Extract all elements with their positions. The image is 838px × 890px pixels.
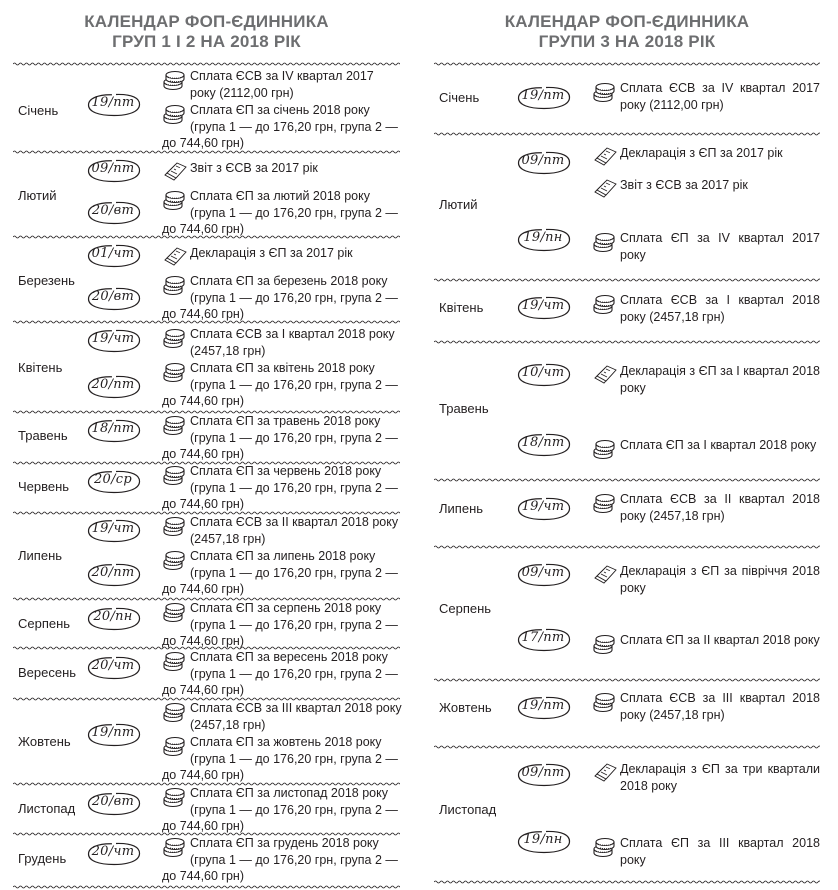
calendar-entry <box>162 160 402 177</box>
badge-date: 01/чт <box>91 246 135 261</box>
document-icon <box>592 363 618 387</box>
wavy-divider <box>13 62 400 66</box>
entry-text-tail: до 744,60 грн) <box>162 497 245 511</box>
entry-text: Сплата ЄП за III квартал 2018 року <box>620 836 820 867</box>
calendar-entry <box>592 437 820 454</box>
date-badge <box>86 655 140 679</box>
entry-text: Сплата ЄП за вересень 2018 року (група 1 — до 176,20 грн, група 2 — <box>190 650 398 681</box>
coins-icon <box>162 360 188 384</box>
badge-date: 19/пн <box>523 832 563 847</box>
entry-text: Сплата ЄП за лютий 2018 року (група 1 — до 176,20 грн, група 2 — <box>190 189 398 220</box>
entry-text: Сплата ЄСВ за IV квартал 2017 року (2112,00 грн) <box>190 69 374 100</box>
coins-icon <box>592 437 618 461</box>
month-label: Липень <box>18 548 63 563</box>
document-icon <box>592 563 618 587</box>
calendar-entry <box>162 188 402 238</box>
date-badge <box>516 627 570 651</box>
badge-date: 09/пт <box>521 153 565 168</box>
date-badge <box>516 762 570 786</box>
calendar-entry <box>162 649 402 699</box>
date-badge <box>516 295 570 319</box>
entry-text: Декларація з ЄП за три квартали 2018 року <box>620 762 820 793</box>
badge-date: 19/чт <box>521 499 565 514</box>
month-label: Травень <box>18 428 68 443</box>
badge-date: 19/пт <box>91 95 135 110</box>
entry-text-tail: до 744,60 грн) <box>162 394 245 408</box>
wavy-divider <box>434 880 820 884</box>
entry-text: Сплата ЄП за червень 2018 року (група 1 — до 176,20 грн, група 2 — <box>190 464 398 495</box>
coins-icon <box>592 690 618 714</box>
wavy-divider <box>434 478 820 482</box>
month-label: Липень <box>439 501 484 516</box>
badge-date: 19/пт <box>521 698 565 713</box>
calendar-entry <box>162 734 402 784</box>
document-icon <box>592 761 618 785</box>
calendar-entry <box>592 690 820 723</box>
coins-icon <box>162 548 188 572</box>
calendar-entry <box>592 177 820 194</box>
calendar-entry <box>162 273 402 323</box>
month-label: Березень <box>18 273 75 288</box>
entry-text: Декларація з ЄП за I квартал 2018 року <box>620 364 820 395</box>
entry-text: Сплата ЄП за травень 2018 року (група 1 — до 176,20 грн, група 2 — <box>190 414 398 445</box>
entry-text: Сплата ЄП за серпень 2018 року (група 1 — до 176,20 грн, група 2 — <box>190 601 398 632</box>
entry-text: Сплата ЄСВ за II квартал 2018 року (2457,18 грн) <box>620 492 820 523</box>
calendar-entry <box>592 632 820 649</box>
badge-date: 19/чт <box>91 521 135 536</box>
calendar-entry <box>162 413 402 463</box>
month-label: Червень <box>18 479 70 494</box>
calendar-entry <box>162 245 402 262</box>
date-badge <box>86 243 140 267</box>
coins-icon <box>162 835 188 859</box>
entry-text: Сплата ЄП за жовтень 2018 року (група 1 — до 176,20 грн, група 2 — <box>190 735 398 766</box>
badge-date: 20/вт <box>91 203 135 218</box>
coins-icon <box>162 600 188 624</box>
entry-text: Сплата ЄП за I квартал 2018 року <box>620 438 817 452</box>
calendar-entry <box>162 326 402 359</box>
date-badge <box>86 200 140 224</box>
badge-date: 20/ср <box>93 472 133 487</box>
document-icon <box>162 245 188 269</box>
badge-date: 10/чт <box>521 365 565 380</box>
calendar-entry <box>592 292 820 325</box>
month-label: Серпень <box>18 616 71 631</box>
coins-icon <box>162 68 188 92</box>
coins-icon <box>592 292 618 316</box>
entry-text: Сплата ЄП за березень 2018 року (група 1 — до 176,20 грн, група 2 — <box>190 274 398 305</box>
wavy-divider <box>434 132 820 136</box>
title-line-2: ГРУПИ 3 НА 2018 РІК <box>538 32 716 51</box>
badge-date: 17/пт <box>521 630 565 645</box>
coins-icon <box>162 326 188 350</box>
calendar-title <box>13 12 400 52</box>
month-label: Жовтень <box>18 734 71 749</box>
wavy-divider <box>434 62 820 66</box>
month-label: Січень <box>439 90 480 105</box>
title-line-1: КАЛЕНДАР ФОП-ЄДИННИКА <box>504 12 750 31</box>
entry-text: Сплата ЄСВ за I квартал 2018 року (2457,18 грн) <box>620 293 820 324</box>
entry-text: Декларація з ЄП за півріччя 2018 року <box>620 564 820 595</box>
title-line-1: КАЛЕНДАР ФОП-ЄДИННИКА <box>84 12 329 31</box>
badge-date: 19/пн <box>523 230 563 245</box>
calendar-entry <box>592 563 820 596</box>
badge-date: 18/пт <box>521 435 565 450</box>
entry-text: Сплата ЄП за квітень 2018 року (група 1 — до 176,20 грн, група 2 — <box>190 361 398 392</box>
date-badge <box>86 562 140 586</box>
calendar-entry <box>162 700 402 733</box>
calendar-entry <box>592 230 820 263</box>
coins-icon <box>162 734 188 758</box>
coins-icon <box>162 273 188 297</box>
calendar-entry <box>162 514 402 547</box>
badge-date: 09/пт <box>91 161 135 176</box>
badge-date: 09/чт <box>521 565 565 580</box>
entry-text-tail: до 744,60 грн) <box>162 222 245 236</box>
calendar-entry <box>162 68 402 101</box>
badge-date: 20/чт <box>91 844 135 859</box>
calendar-entry <box>162 835 402 885</box>
entry-text: Сплата ЄП за листопад 2018 року (група 1 — до 176,20 грн, група 2 — <box>190 786 398 817</box>
coins-icon <box>162 188 188 212</box>
month-label: Грудень <box>18 851 67 866</box>
date-badge <box>86 286 140 310</box>
badge-date: 20/пт <box>91 565 135 580</box>
badge-date: 19/пт <box>91 725 135 740</box>
badge-date: 20/пн <box>93 609 133 624</box>
month-label: Квітень <box>18 360 63 375</box>
month-label: Травень <box>439 401 489 416</box>
coins-icon <box>592 230 618 254</box>
wavy-divider <box>434 545 820 549</box>
month-label: Січень <box>18 103 59 118</box>
entry-text: Сплата ЄСВ за I квартал 2018 року (2457,18 грн) <box>190 327 395 358</box>
calendar-entry <box>592 80 820 113</box>
wavy-divider <box>434 745 820 749</box>
entry-text-tail: до 744,60 грн) <box>162 683 245 697</box>
entry-text: Сплата ЄСВ за II квартал 2018 року (2457,18 грн) <box>190 515 399 546</box>
date-badge <box>86 92 140 116</box>
date-badge <box>86 418 140 442</box>
date-badge <box>516 227 570 251</box>
calendar-entry <box>162 360 402 410</box>
calendar-title <box>434 12 820 52</box>
badge-date: 09/пт <box>521 765 565 780</box>
entry-text-tail: до 744,60 грн) <box>162 447 245 461</box>
coins-icon <box>162 649 188 673</box>
badge-date: 19/чт <box>521 298 565 313</box>
badge-date: 20/пт <box>91 377 135 392</box>
entry-text-tail: до 744,60 грн) <box>162 307 245 321</box>
date-badge <box>516 150 570 174</box>
date-badge <box>86 328 140 352</box>
coins-icon <box>162 102 188 126</box>
coins-icon <box>162 413 188 437</box>
calendar-entry <box>162 600 402 650</box>
entry-text-tail: до 744,60 грн) <box>162 869 245 883</box>
badge-date: 18/пт <box>91 421 135 436</box>
entry-text: Звіт з ЄСВ за 2017 рік <box>190 161 318 175</box>
month-label: Лютий <box>439 197 478 212</box>
entry-text: Декларація з ЄП за 2017 рік <box>620 146 783 160</box>
entry-text: Сплата ЄСВ за IV квартал 2017 року (2112,00 грн) <box>620 81 820 112</box>
coins-icon <box>162 514 188 538</box>
date-badge <box>516 496 570 520</box>
coins-icon <box>162 785 188 809</box>
coins-icon <box>162 463 188 487</box>
date-badge <box>86 606 140 630</box>
month-label: Вересень <box>18 665 77 680</box>
wavy-divider <box>13 885 400 889</box>
badge-date: 20/чт <box>91 658 135 673</box>
entry-text: Звіт з ЄСВ за 2017 рік <box>620 178 748 192</box>
badge-date: 19/пт <box>521 88 565 103</box>
date-badge <box>86 374 140 398</box>
entry-text: Сплата ЄП за II квартал 2018 року <box>620 633 820 647</box>
calendar-entry <box>592 145 820 162</box>
calendar-entry <box>162 548 402 598</box>
coins-icon <box>162 700 188 724</box>
entry-text: Декларація з ЄП за 2017 рік <box>190 246 353 260</box>
entry-text: Сплата ЄП за січень 2018 року (група 1 — до 176,20 грн, група 2 — <box>190 103 398 134</box>
calendar-entry <box>592 491 820 524</box>
month-label: Листопад <box>18 801 76 816</box>
entry-text: Сплата ЄП за липень 2018 року (група 1 — до 176,20 грн, група 2 — <box>190 549 398 580</box>
document-icon <box>592 177 618 201</box>
entry-text-tail: до 744,60 грн) <box>162 136 245 150</box>
entry-text-tail: до 744,60 грн) <box>162 768 245 782</box>
entry-text: Сплата ЄП за грудень 2018 року (група 1 — до 176,20 грн, група 2 — <box>190 836 398 867</box>
calendar-entry <box>162 463 402 513</box>
date-badge <box>86 791 140 815</box>
month-label: Квітень <box>439 300 484 315</box>
date-badge <box>86 158 140 182</box>
month-label: Лютий <box>18 188 57 203</box>
calendar-entry <box>592 761 820 794</box>
coins-icon <box>592 491 618 515</box>
badge-date: 20/вт <box>91 794 135 809</box>
date-badge <box>86 469 140 493</box>
date-badge <box>86 722 140 746</box>
coins-icon <box>592 835 618 859</box>
month-label: Листопад <box>439 802 497 817</box>
date-badge <box>516 432 570 456</box>
badge-date: 19/чт <box>91 331 135 346</box>
month-label: Жовтень <box>439 700 492 715</box>
date-badge <box>516 85 570 109</box>
calendar-entry <box>162 102 402 152</box>
calendar-entry <box>162 785 402 835</box>
document-icon <box>592 145 618 169</box>
entry-text: Сплата ЄП за IV квартал 2017 року <box>620 231 820 262</box>
wavy-divider <box>434 278 820 282</box>
entry-text-tail: до 744,60 грн) <box>162 819 245 833</box>
calendar-entry <box>592 835 820 868</box>
date-badge <box>516 829 570 853</box>
wavy-divider <box>434 340 820 344</box>
entry-text: Сплата ЄСВ за III квартал 2018 року (2457,18 грн) <box>190 701 402 732</box>
document-icon <box>162 160 188 184</box>
coins-icon <box>592 80 618 104</box>
date-badge <box>86 518 140 542</box>
coins-icon <box>592 632 618 656</box>
entry-text-tail: до 744,60 грн) <box>162 582 245 596</box>
title-line-2: ГРУП 1 І 2 НА 2018 РІК <box>112 32 301 51</box>
wavy-divider <box>434 678 820 682</box>
date-badge <box>86 841 140 865</box>
month-label: Серпень <box>439 601 492 616</box>
entry-text-tail: до 744,60 грн) <box>162 634 245 648</box>
date-badge <box>516 362 570 386</box>
badge-date: 20/вт <box>91 289 135 304</box>
calendar-entry <box>592 363 820 396</box>
date-badge <box>516 695 570 719</box>
date-badge <box>516 562 570 586</box>
entry-text: Сплата ЄСВ за III квартал 2018 року (2457,18 грн) <box>620 691 820 722</box>
